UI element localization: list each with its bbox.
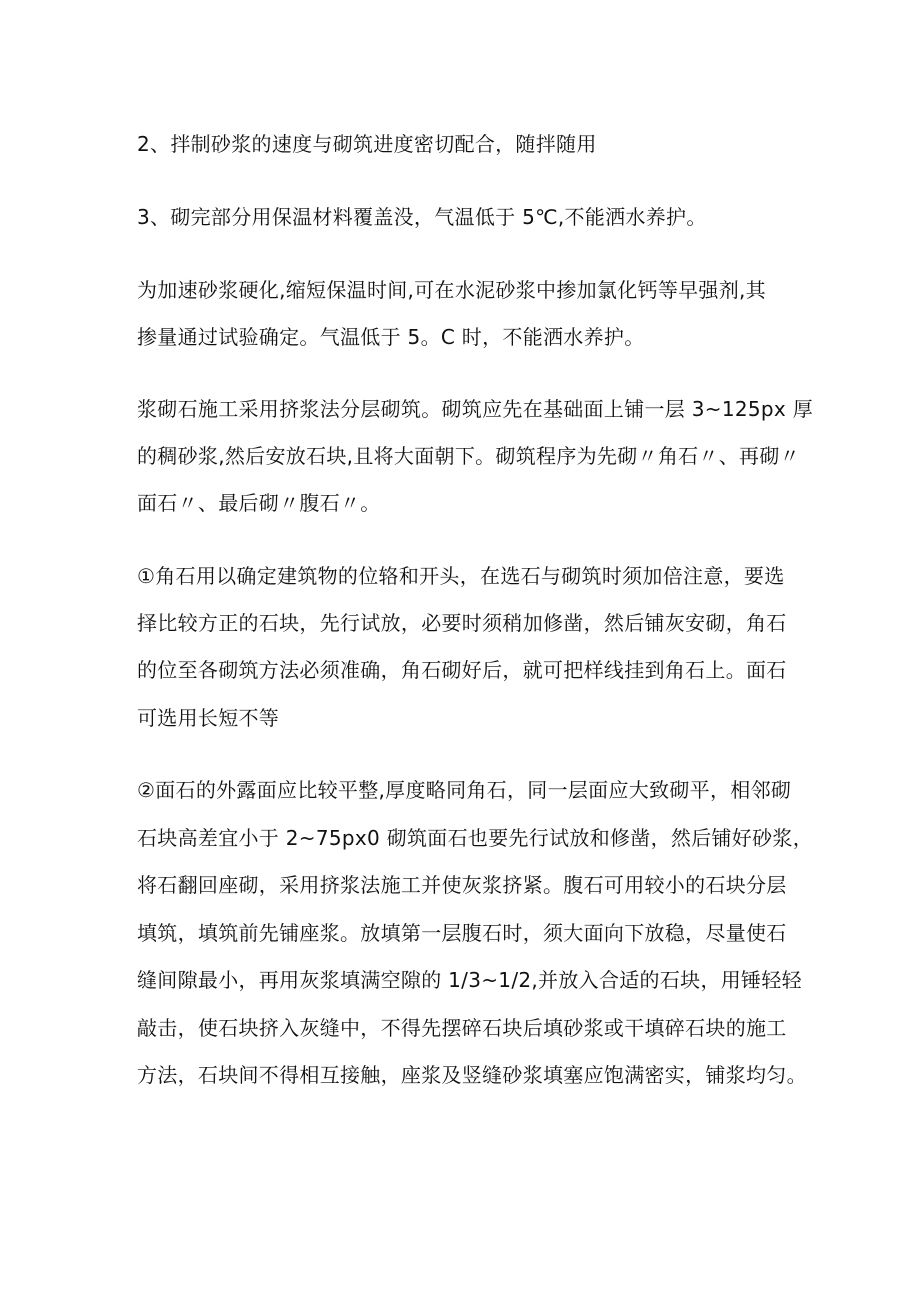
text-line: 敲击，使石块挤入灰缝中，不得先摆碎石块后填砂浆或干填碎石块的施工	[137, 1016, 787, 1040]
text-line: 2、拌制砂浆的速度与砌筑进度密切配合，随拌随用	[137, 132, 597, 156]
text-line: 的稠砂浆,然后安放石块,且将大面朝下。砌筑程序为先砌〃角石〃、再砌〃	[137, 444, 800, 468]
text-line: ②面石的外露面应比较平整,厚度略同角石，同一层面应大致砌平，相邻砌	[137, 778, 792, 802]
text-line: 择比较方正的石块，先行试放，必要时须稍加修凿，然后铺灰安砌，角石	[137, 611, 787, 635]
text-line: 石块高差宜小于 2~75px0 砌筑面石也要先行试放和修凿，然后铺好砂浆，	[137, 826, 814, 850]
text-line: 可选用长短不等	[137, 706, 280, 730]
text-line: 方法，石块间不得相互接触，座浆及竖缝砂浆填塞应饱满密实，铺浆均匀。	[137, 1063, 807, 1087]
text-line: 将石翻回座砌，采用挤浆法施工并使灰浆挤紧。腹石可用较小的石块分层	[137, 873, 787, 897]
text-line: 为加速砂浆硬化,缩短保温时间,可在水泥砂浆中掺加氯化钙等早强剂,其	[137, 278, 766, 302]
text-line: ①角石用以确定建筑物的位辂和开头，在选石与砌筑时须加倍注意，要选	[137, 564, 785, 588]
text-line: 3、砌完部分用保温材料覆盖没，气温低于 5℃,不能洒水养护。	[137, 205, 707, 229]
text-line: 缝间隙最小，再用灰浆填满空隙的 1/3~1/2,并放入合适的石块，用锤轻轻	[137, 968, 802, 992]
text-line: 的位至各砌筑方法必须准确，角石砌好后，就可把样线挂到角石上。面石	[137, 658, 787, 682]
text-line: 面石〃、最后砌〃腹石〃。	[137, 491, 381, 515]
text-line: 填筑，填筑前先铺座浆。放填第一层腹石时，须大面向下放稳，尽量使石	[137, 921, 787, 945]
text-line: 掺量通过试验确定。气温低于 5。C 时，不能洒水养护。	[137, 325, 645, 349]
text-line: 浆砌石施工采用挤浆法分层砌筑。砌筑应先在基础面上铺一层 3~125px 厚	[137, 397, 814, 421]
